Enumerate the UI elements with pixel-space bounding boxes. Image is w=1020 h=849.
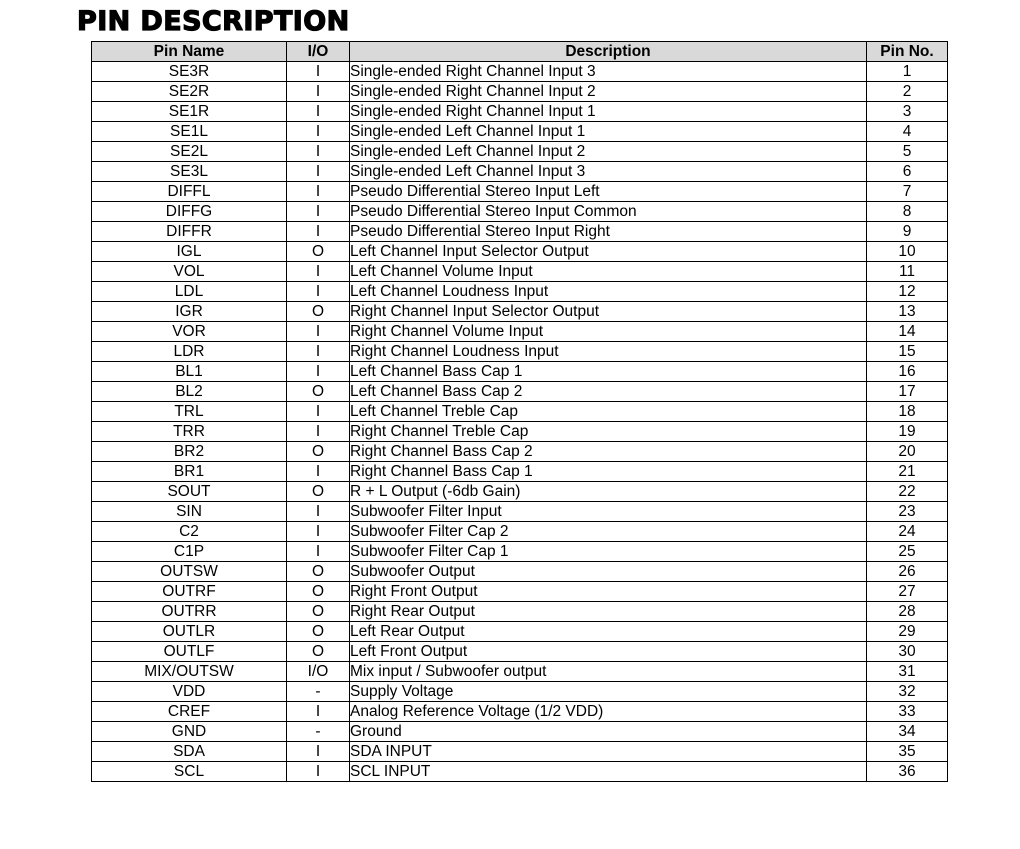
pin-name-cell: DIFFR — [92, 222, 287, 242]
io-cell: I — [287, 62, 350, 82]
pin-no-cell: 17 — [867, 382, 948, 402]
description-cell: Right Channel Bass Cap 2 — [350, 442, 867, 462]
io-cell: I — [287, 102, 350, 122]
pin-no-cell: 18 — [867, 402, 948, 422]
pin-no-cell: 20 — [867, 442, 948, 462]
pin-name-cell: VOL — [92, 262, 287, 282]
pin-no-cell: 24 — [867, 522, 948, 542]
pin-no-cell: 7 — [867, 182, 948, 202]
io-cell: O — [287, 562, 350, 582]
pin-no-cell: 2 — [867, 82, 948, 102]
pin-no-cell: 12 — [867, 282, 948, 302]
pin-name-cell: BR1 — [92, 462, 287, 482]
pin-no-cell: 3 — [867, 102, 948, 122]
table-row — [92, 362, 948, 382]
table-row — [92, 482, 948, 502]
table-row — [92, 542, 948, 562]
table-row — [92, 562, 948, 582]
pin-no-cell: 4 — [867, 122, 948, 142]
description-cell: Mix input / Subwoofer output — [350, 662, 867, 682]
pin-name-cell: SIN — [92, 502, 287, 522]
description-cell: Right Channel Loudness Input — [350, 342, 867, 362]
io-cell: I — [287, 702, 350, 722]
table-row — [92, 382, 948, 402]
description-cell: Subwoofer Output — [350, 562, 867, 582]
io-cell: I — [287, 142, 350, 162]
pin-name-cell: SDA — [92, 742, 287, 762]
pin-no-cell: 15 — [867, 342, 948, 362]
pin-name-cell: SE1R — [92, 102, 287, 122]
pin-name-cell: IGR — [92, 302, 287, 322]
pin-description-table — [91, 41, 948, 782]
pin-name-cell: VDD — [92, 682, 287, 702]
pin-no-cell: 30 — [867, 642, 948, 662]
table-row — [92, 702, 948, 722]
table-row — [92, 602, 948, 622]
header-io: I/O — [287, 42, 350, 62]
pin-name-cell: SE2L — [92, 142, 287, 162]
pin-name-cell: C2 — [92, 522, 287, 542]
io-cell: I — [287, 422, 350, 442]
pin-name-cell: DIFFL — [92, 182, 287, 202]
description-cell: Right Channel Input Selector Output — [350, 302, 867, 322]
pin-no-cell: 26 — [867, 562, 948, 582]
io-cell: I — [287, 402, 350, 422]
header-pin-name: Pin Name — [92, 42, 287, 62]
table-row — [92, 62, 948, 82]
header-pin-no: Pin No. — [867, 42, 948, 62]
io-cell: I — [287, 222, 350, 242]
table-row — [92, 302, 948, 322]
pin-name-cell: IGL — [92, 242, 287, 262]
header-row — [92, 42, 948, 62]
table-row — [92, 622, 948, 642]
pin-no-cell: 5 — [867, 142, 948, 162]
pin-no-cell: 11 — [867, 262, 948, 282]
table-row — [92, 122, 948, 142]
io-cell: I — [287, 542, 350, 562]
pin-name-cell: CREF — [92, 702, 287, 722]
pin-name-cell: TRR — [92, 422, 287, 442]
description-cell: Left Channel Treble Cap — [350, 402, 867, 422]
io-cell: I — [287, 322, 350, 342]
table-row — [92, 682, 948, 702]
description-cell: Left Channel Input Selector Output — [350, 242, 867, 262]
description-cell: Pseudo Differential Stereo Input Right — [350, 222, 867, 242]
description-cell: Pseudo Differential Stereo Input Left — [350, 182, 867, 202]
io-cell: I — [287, 362, 350, 382]
table-row — [92, 102, 948, 122]
io-cell: I — [287, 522, 350, 542]
pin-no-cell: 1 — [867, 62, 948, 82]
io-cell: O — [287, 582, 350, 602]
table-row — [92, 722, 948, 742]
table-row — [92, 242, 948, 262]
io-cell: - — [287, 722, 350, 742]
pin-no-cell: 9 — [867, 222, 948, 242]
pin-name-cell: BL2 — [92, 382, 287, 402]
description-cell: Single-ended Left Channel Input 1 — [350, 122, 867, 142]
pin-no-cell: 35 — [867, 742, 948, 762]
pin-name-cell: SE3R — [92, 62, 287, 82]
pin-no-cell: 13 — [867, 302, 948, 322]
description-cell: Subwoofer Filter Input — [350, 502, 867, 522]
description-cell: SCL INPUT — [350, 762, 867, 782]
description-cell: Single-ended Right Channel Input 3 — [350, 62, 867, 82]
pin-name-cell: LDL — [92, 282, 287, 302]
description-cell: Left Channel Volume Input — [350, 262, 867, 282]
io-cell: O — [287, 622, 350, 642]
table-row — [92, 742, 948, 762]
table-row — [92, 522, 948, 542]
pin-no-cell: 25 — [867, 542, 948, 562]
io-cell: I — [287, 762, 350, 782]
pin-no-cell: 32 — [867, 682, 948, 702]
table-row — [92, 582, 948, 602]
pin-name-cell: OUTRF — [92, 582, 287, 602]
table-row — [92, 162, 948, 182]
io-cell: I — [287, 122, 350, 142]
table-row — [92, 322, 948, 342]
description-cell: Left Front Output — [350, 642, 867, 662]
pin-name-cell: OUTRR — [92, 602, 287, 622]
io-cell: O — [287, 382, 350, 402]
pin-no-cell: 27 — [867, 582, 948, 602]
table-row — [92, 422, 948, 442]
io-cell: O — [287, 482, 350, 502]
pin-no-cell: 16 — [867, 362, 948, 382]
description-cell: Ground — [350, 722, 867, 742]
pin-no-cell: 23 — [867, 502, 948, 522]
io-cell: I — [287, 742, 350, 762]
description-cell: Left Rear Output — [350, 622, 867, 642]
pin-no-cell: 36 — [867, 762, 948, 782]
pin-name-cell: DIFFG — [92, 202, 287, 222]
pin-name-cell: BL1 — [92, 362, 287, 382]
description-cell: Right Channel Treble Cap — [350, 422, 867, 442]
description-cell: Single-ended Left Channel Input 2 — [350, 142, 867, 162]
io-cell: O — [287, 302, 350, 322]
pin-name-cell: OUTSW — [92, 562, 287, 582]
pin-name-cell: C1P — [92, 542, 287, 562]
io-cell: I — [287, 282, 350, 302]
header-description: Description — [350, 42, 867, 62]
io-cell: I — [287, 262, 350, 282]
description-cell: Right Channel Volume Input — [350, 322, 867, 342]
table-row — [92, 142, 948, 162]
io-cell: I — [287, 342, 350, 362]
description-cell: Supply Voltage — [350, 682, 867, 702]
pin-no-cell: 19 — [867, 422, 948, 442]
pin-name-cell: OUTLF — [92, 642, 287, 662]
table-body — [92, 62, 948, 782]
pin-no-cell: 33 — [867, 702, 948, 722]
description-cell: Right Channel Bass Cap 1 — [350, 462, 867, 482]
pin-name-cell: MIX/OUTSW — [92, 662, 287, 682]
description-cell: Pseudo Differential Stereo Input Common — [350, 202, 867, 222]
table-row — [92, 762, 948, 782]
table-row — [92, 262, 948, 282]
io-cell: I/O — [287, 662, 350, 682]
io-cell: - — [287, 682, 350, 702]
description-cell: SDA INPUT — [350, 742, 867, 762]
table-row — [92, 222, 948, 242]
pin-no-cell: 31 — [867, 662, 948, 682]
table-header — [92, 42, 948, 62]
description-cell: Subwoofer Filter Cap 1 — [350, 542, 867, 562]
io-cell: O — [287, 602, 350, 622]
io-cell: I — [287, 202, 350, 222]
description-cell: Left Channel Bass Cap 2 — [350, 382, 867, 402]
pin-name-cell: SE2R — [92, 82, 287, 102]
table-row — [92, 182, 948, 202]
pin-name-cell: SOUT — [92, 482, 287, 502]
description-cell: Single-ended Left Channel Input 3 — [350, 162, 867, 182]
table-row — [92, 342, 948, 362]
pin-name-cell: OUTLR — [92, 622, 287, 642]
io-cell: I — [287, 502, 350, 522]
io-cell: I — [287, 82, 350, 102]
table-row — [92, 442, 948, 462]
description-cell: Left Channel Loudness Input — [350, 282, 867, 302]
pin-no-cell: 34 — [867, 722, 948, 742]
pin-no-cell: 6 — [867, 162, 948, 182]
table-row — [92, 402, 948, 422]
description-cell: Analog Reference Voltage (1/2 VDD) — [350, 702, 867, 722]
pin-no-cell: 22 — [867, 482, 948, 502]
pin-no-cell: 29 — [867, 622, 948, 642]
io-cell: I — [287, 182, 350, 202]
page-title: PIN DESCRIPTION — [77, 6, 350, 37]
table-row — [92, 502, 948, 522]
io-cell: O — [287, 242, 350, 262]
description-cell: Subwoofer Filter Cap 2 — [350, 522, 867, 542]
io-cell: I — [287, 462, 350, 482]
table-row — [92, 642, 948, 662]
io-cell: O — [287, 642, 350, 662]
pin-name-cell: GND — [92, 722, 287, 742]
table-row — [92, 462, 948, 482]
pin-no-cell: 10 — [867, 242, 948, 262]
table-row — [92, 282, 948, 302]
pin-name-cell: LDR — [92, 342, 287, 362]
pin-name-cell: VOR — [92, 322, 287, 342]
io-cell: O — [287, 442, 350, 462]
description-cell: R + L Output (-6db Gain) — [350, 482, 867, 502]
pin-no-cell: 8 — [867, 202, 948, 222]
pin-name-cell: SE3L — [92, 162, 287, 182]
pin-no-cell: 28 — [867, 602, 948, 622]
table-row — [92, 202, 948, 222]
pin-name-cell: BR2 — [92, 442, 287, 462]
description-cell: Right Front Output — [350, 582, 867, 602]
description-cell: Left Channel Bass Cap 1 — [350, 362, 867, 382]
pin-name-cell: SE1L — [92, 122, 287, 142]
description-cell: Single-ended Right Channel Input 1 — [350, 102, 867, 122]
table-row — [92, 82, 948, 102]
pin-name-cell: SCL — [92, 762, 287, 782]
pin-no-cell: 14 — [867, 322, 948, 342]
description-cell: Right Rear Output — [350, 602, 867, 622]
description-cell: Single-ended Right Channel Input 2 — [350, 82, 867, 102]
pin-name-cell: TRL — [92, 402, 287, 422]
io-cell: I — [287, 162, 350, 182]
pin-no-cell: 21 — [867, 462, 948, 482]
table-row — [92, 662, 948, 682]
